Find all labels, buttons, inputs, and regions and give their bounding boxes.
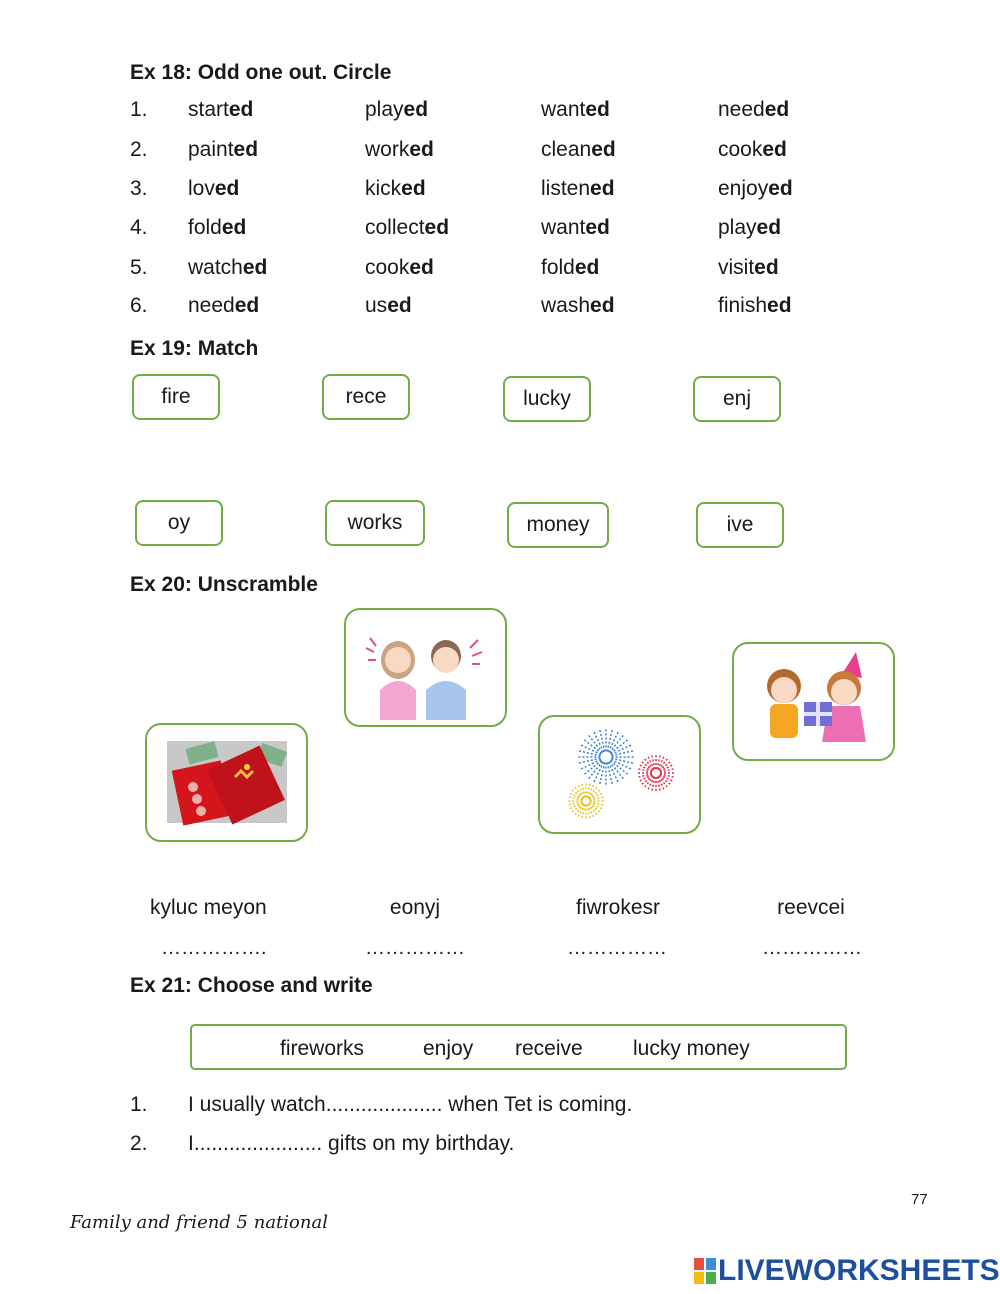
firework-ray [657, 777, 661, 793]
match-box-works[interactable] [325, 500, 425, 546]
word-stem: kick [365, 177, 402, 200]
word-stem: cook [365, 256, 410, 279]
odd-one-out-word[interactable] [365, 177, 426, 201]
odd-one-out-word[interactable] [365, 294, 412, 318]
word-ending: ed [756, 216, 782, 239]
receive-picture [732, 642, 895, 761]
word-stem: fold [541, 256, 575, 279]
word-ending: ed [754, 256, 779, 279]
word-ending: ed [234, 294, 260, 317]
match-box-lucky[interactable] [503, 376, 591, 422]
firework-ray [582, 805, 585, 819]
word-ending: ed [221, 216, 247, 239]
word-ending: ed [228, 98, 254, 121]
odd-one-out-word[interactable] [188, 138, 258, 162]
word-stem: work [365, 138, 410, 161]
word-ending: ed [387, 294, 412, 317]
word-stem: clean [541, 138, 592, 161]
word-ending: ed [242, 256, 268, 279]
answer-blank-3[interactable]: …………… [567, 937, 667, 959]
word-stem: finish [718, 294, 768, 317]
odd-one-out-word[interactable] [541, 256, 599, 280]
word-stem: lov [188, 177, 215, 200]
match-box-label: lucky [523, 387, 571, 410]
word-ending: ed [762, 138, 787, 161]
odd-one-out-word[interactable] [541, 177, 615, 201]
word-stem: play [365, 98, 404, 121]
odd-one-out-word[interactable] [718, 138, 787, 162]
word-stem: need [718, 98, 765, 121]
firework-ray [611, 758, 633, 763]
word-ending: ed [409, 138, 434, 161]
firework-ray [582, 783, 585, 797]
word-stem: visit [718, 256, 755, 279]
word-stem: watch [188, 256, 243, 279]
firework-ray [568, 797, 582, 800]
firework-ray [600, 762, 605, 784]
match-box-label: money [526, 513, 590, 536]
word-ending: ed [590, 294, 615, 317]
book-title: Family and friend 5 national [70, 1212, 328, 1233]
firework-ray [590, 797, 604, 800]
odd-one-out-word[interactable] [188, 216, 246, 240]
word-ending: ed [768, 177, 793, 200]
fireworks-picture [538, 715, 701, 834]
odd-one-out-word[interactable] [718, 294, 792, 318]
word-stem: want [541, 216, 586, 239]
word-stem: cook [718, 138, 763, 161]
match-box-label: rece [345, 385, 387, 408]
odd-one-out-word[interactable] [365, 98, 428, 122]
odd-one-out-word[interactable] [365, 138, 434, 162]
firework-ray [637, 774, 653, 778]
match-box-label: enj [722, 387, 752, 410]
ex20-title: Ex 20: Unscramble [130, 573, 318, 596]
sentence-number: 2. [130, 1132, 148, 1155]
sentence-text[interactable]: I...................... gifts on my birthday. [188, 1132, 515, 1155]
word-ending: ed [764, 98, 790, 121]
enjoy-picture [344, 608, 507, 727]
firework-ray [611, 751, 633, 756]
odd-one-out-word[interactable] [188, 256, 267, 280]
firework-ray [600, 730, 605, 752]
firework-ray [652, 777, 656, 793]
scrambled-word-2: eonyj [389, 896, 441, 919]
row-number: 5. [130, 256, 148, 279]
odd-one-out-word[interactable] [188, 177, 239, 201]
odd-one-out-word[interactable] [541, 138, 616, 162]
word-ending: ed [591, 138, 616, 161]
page-number: 77 [911, 1191, 928, 1208]
lucky-money-picture [145, 723, 308, 842]
firework-ray [587, 783, 590, 797]
odd-one-out-word[interactable] [188, 294, 259, 318]
sentence-text[interactable]: I usually watch.................... when Tet is coming. [188, 1093, 633, 1116]
liveworksheets-brand: LIVEWORKSHEETS [718, 1254, 1000, 1287]
word-bank [190, 1024, 847, 1070]
match-box-label: fire [161, 385, 191, 408]
firework-ray [660, 774, 676, 778]
word-ending: ed [401, 177, 426, 200]
word-stem: wash [541, 294, 591, 317]
odd-one-out-word[interactable] [718, 177, 793, 201]
firework-ray [660, 769, 676, 773]
answer-blank-1[interactable]: ……………. [161, 937, 267, 959]
answer-blank-2[interactable]: …………… [365, 937, 465, 959]
row-number: 6. [130, 294, 148, 317]
match-box-ive[interactable] [696, 502, 784, 548]
word-stem: enjoy [718, 177, 769, 200]
word-stem: start [188, 98, 229, 121]
firework-ray [590, 802, 604, 805]
word-stem: need [188, 294, 235, 317]
word-ending: ed [585, 98, 610, 121]
word-bank-item: enjoy [423, 1037, 474, 1060]
word-ending: ed [409, 256, 434, 279]
odd-one-out-word[interactable] [541, 294, 615, 318]
row-number: 3. [130, 177, 148, 200]
odd-one-out-word[interactable] [541, 216, 610, 240]
liveworksheets-logo[interactable] [694, 1254, 1000, 1288]
word-stem: play [718, 216, 757, 239]
word-stem: paint [188, 138, 234, 161]
match-box-label: ive [726, 513, 754, 536]
firework-ray [607, 762, 612, 784]
ex19-title: Ex 19: Match [130, 337, 259, 360]
match-box-label: oy [167, 511, 191, 534]
row-number: 1. [130, 98, 148, 121]
answer-blank-4[interactable]: …………… [762, 937, 862, 959]
odd-one-out-word[interactable] [541, 98, 610, 122]
firework-ray [568, 802, 582, 805]
sentence-number: 1. [130, 1093, 148, 1116]
firework-ray [579, 758, 601, 763]
match-box-oy[interactable] [135, 500, 223, 546]
odd-one-out-word[interactable] [188, 98, 253, 122]
word-ending: ed [214, 177, 240, 200]
firework-ray [657, 754, 661, 770]
word-ending: ed [585, 216, 610, 239]
firework-ray [587, 805, 590, 819]
row-number: 2. [130, 138, 148, 161]
word-stem: listen [541, 177, 591, 200]
match-box-fire[interactable] [132, 374, 220, 420]
match-box-money[interactable] [507, 502, 609, 548]
ex18-title: Ex 18: Odd one out. Circle [130, 61, 392, 84]
ex21-title: Ex 21: Choose and write [130, 974, 373, 997]
word-stem: fold [188, 216, 222, 239]
match-box-label: works [347, 511, 403, 534]
word-ending: ed [574, 256, 600, 279]
odd-one-out-word[interactable] [718, 98, 789, 122]
firework-ray [637, 769, 653, 773]
match-box-enj[interactable] [693, 376, 781, 422]
firework-ray [579, 751, 601, 756]
word-stem: collect [365, 216, 425, 239]
firework-ray [607, 730, 612, 752]
word-ending: ed [233, 138, 259, 161]
scrambled-word-4: reevcei [777, 896, 845, 919]
odd-one-out-word[interactable] [718, 216, 781, 240]
word-stem: us [365, 294, 388, 317]
scrambled-word-1: kyluc meyon [150, 896, 267, 919]
scrambled-word-3: fiwrokesr [575, 896, 660, 919]
match-box-rece[interactable] [322, 374, 410, 420]
odd-one-out-word[interactable] [365, 256, 434, 280]
liveworksheets-logo-icon [694, 1258, 716, 1284]
word-ending: ed [590, 177, 615, 200]
odd-one-out-word[interactable] [365, 216, 449, 240]
word-ending: ed [424, 216, 450, 239]
word-bank-item: lucky money [633, 1037, 750, 1060]
word-ending: ed [403, 98, 429, 121]
odd-one-out-word[interactable] [718, 256, 779, 280]
word-stem: want [541, 98, 586, 121]
firework-ray [652, 754, 656, 770]
word-bank-item: receive [515, 1037, 583, 1060]
word-bank-item: fireworks [280, 1037, 365, 1060]
row-number: 4. [130, 216, 148, 239]
word-ending: ed [767, 294, 792, 317]
